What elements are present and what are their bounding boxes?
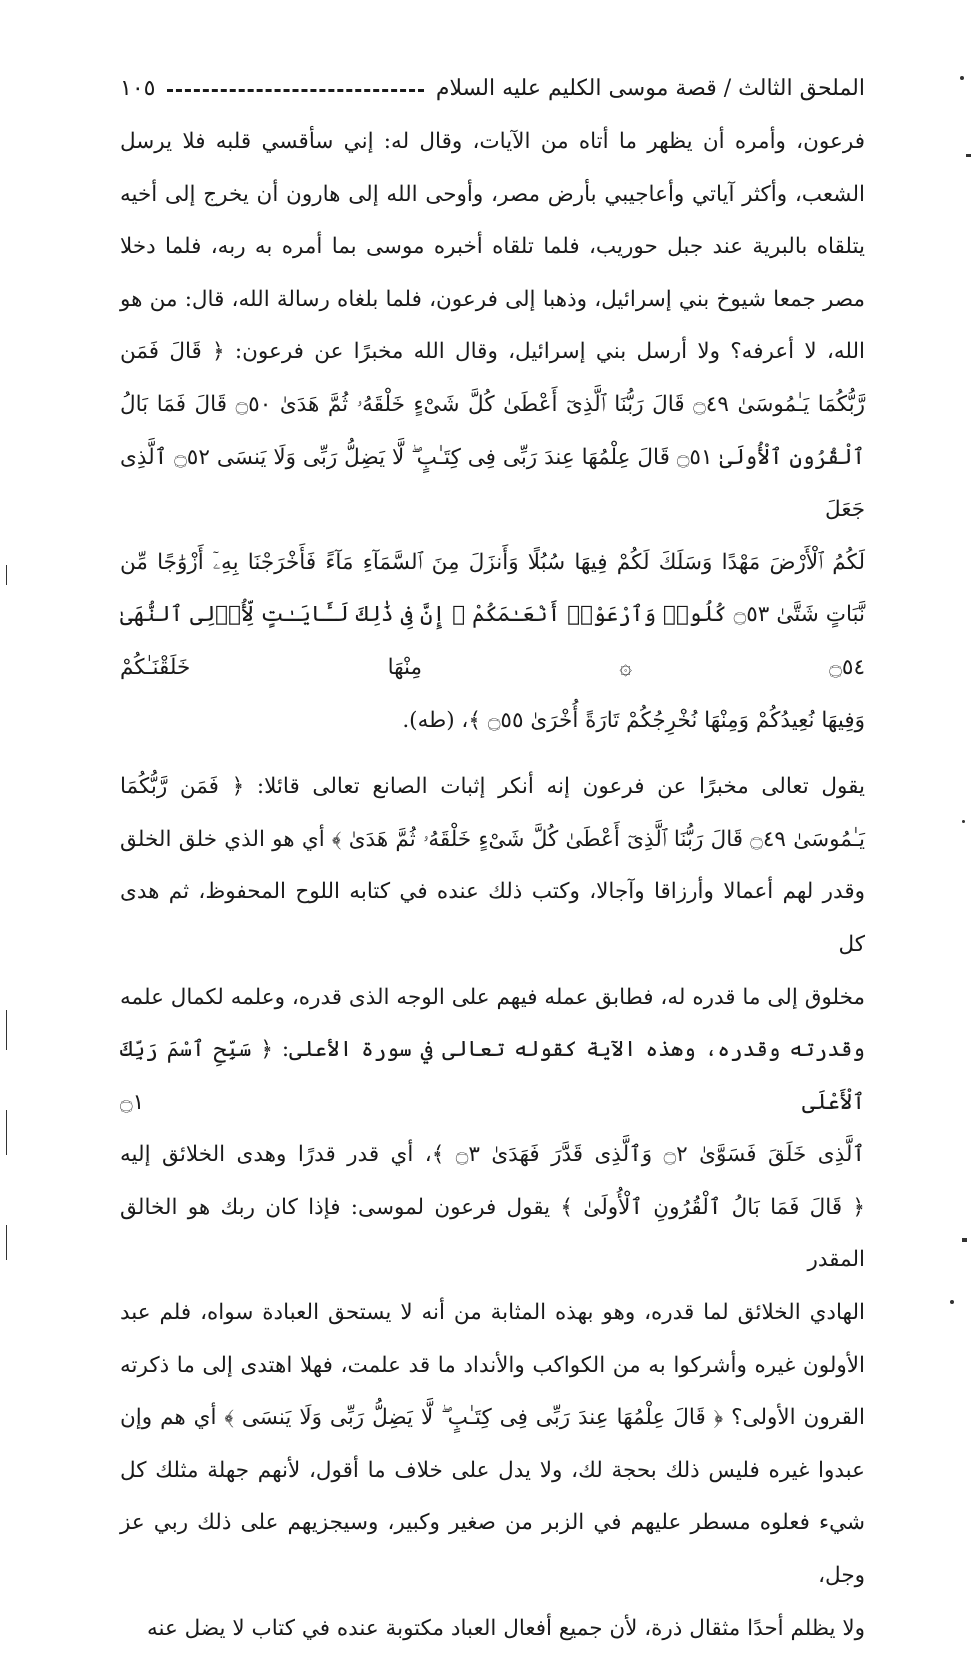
- text-line: فرعون، وأمره أن يظهر ما أتاه من الآيات، وقال له: إني سأقسي قلبه فلا يرسل: [120, 129, 865, 154]
- text-line: وقدر لهم أعمالا وأرزاقا وآجالا، وكتب ذلك عنده في كتابه اللوح المحفوظ، ثم هدى كل: [120, 879, 865, 957]
- text-line: الله، لا أعرفه؟ ولا أرسل بني إسرائيل، وقال الله مخبرًا عن فرعون: ﴿ قَالَ فَمَن: [120, 339, 865, 365]
- paragraph-1: [120, 116, 865, 747]
- running-header: [120, 60, 865, 116]
- text-line: الأولون غيره وأشركوا به من الكواكب والأنداد ما قد علمت، فهلا اهتدى إلى ما ذكرته: [120, 1352, 865, 1378]
- text-line: القرون الأولى؟ ﴿ قَالَ عِلْمُهَا عِندَ رَبِّى فِى كِتَـٰبٍ ۖ لَّا يَضِلُّ رَبِّى وَلَا يَنسَى ﴾ أي هم وإن: [120, 1405, 865, 1431]
- text-line: وقدرته وقدره، وهذه الآية كقوله تعالى في سورة الأعلى: ﴿ سَبِّحِ ٱسْمَ رَبِّكَ ٱلْأَعْلَى ۝١: [120, 1037, 865, 1115]
- text-line: ﴿ قَالَ فَمَا بَالُ ٱلْقُرُونِ ٱلْأُولَىٰ ﴾ يقول فرعون لموسى: فإذا كان ربك هو الخالق المقدر: [120, 1194, 865, 1273]
- page-number: ١٠٥: [120, 75, 156, 101]
- quran-line: نَّبَاتٍ شَتَّىٰ ۝٥٣ كُلُوا۟ وَٱرْعَوْا۟ أَنْعَـٰمَكُمْ ۗ إِنَّ فِى ذَٰلِكَ لَـَٔايَـٰتٍ لِّأُو۟لِى ٱلنُّهَىٰ ۝٥٤ ۞ مِنْهَا خَلَقْنَـٰكُمْ: [120, 602, 865, 680]
- scan-dot: [962, 1238, 967, 1242]
- quran-line: ٱلْقُرُونِ ٱلْأُولَىٰ ۝٥١ قَالَ عِلْمُهَا عِندَ رَبِّى فِى كِتَـٰبٍ ۖ لَّا يَضِلُّ رَبِّى وَلَا يَنسَى ۝٥٢ ٱلَّذِى جَعَلَ: [120, 444, 865, 523]
- text-line: ٱلَّذِى خَلَقَ فَسَوَّىٰ ۝٢ وَٱلَّذِى قَدَّرَ فَهَدَىٰ ۝٣ ﴾، أي قدر قدرًا وهدى الخلائق إليه: [120, 1142, 866, 1168]
- scan-line: [6, 565, 7, 585]
- quran-line: رَّبُّكُمَا يَـٰمُوسَىٰ ۝٤٩ قَالَ رَبُّنَا ٱلَّذِىٓ أَعْطَىٰ كُلَّ شَىْءٍ خَلْقَهُۥ ثُمَّ هَدَىٰ ۝٥٠ قَالَ فَمَا بَالُ: [120, 391, 865, 417]
- scan-line: [6, 1225, 7, 1260]
- text-line: عبدوا غيره فليس ذلك بحجة لك، ولا يدل على خلاف ما أقول، لأنهم جهلة مثلك كل: [120, 1457, 865, 1483]
- paragraph-2: [120, 761, 865, 1655]
- text-line: مخلوق إلى ما قدره له، فطابق عمله فيهم على الوجه الذى قدره، وعلمه لكمال علمه: [120, 984, 865, 1010]
- text-line: يقول تعالى مخبرًا عن فرعون إنه أنكر إثبات الصانع تعالى قائلا: ﴿ فَمَن رَّبُّكُمَا: [120, 774, 865, 800]
- quran-line: وَفِيهَا نُعِيدُكُمْ وَمِنْهَا نُخْرِجُكُمْ تَارَةً أُخْرَىٰ ۝٥٥ ﴾، (طه).: [402, 707, 865, 733]
- scan-dot: [966, 154, 971, 157]
- text-line: شيء فعلوه مسطر عليهم في الزبر من صغير وكبير، وسيجزيهم على ذلك ربي عز وجل،: [120, 1510, 865, 1589]
- scan-dot: [962, 820, 965, 823]
- text-line: الشعب، وأكثر آياتي وأعاجيبي بأرض مصر، وأوحى الله إلى هارون أن يخرج إلى أخيه: [120, 181, 865, 207]
- header-title: الملحق الثالث / قصة موسى الكليم عليه السلام: [435, 75, 865, 101]
- text-line: مصر جمعا شيوخ بني إسرائيل، وذهبا إلى فرعون، فلما بلغاه رسالة الله، قال: من هو: [120, 286, 865, 312]
- text-line: الهادي الخلائق لما قدره، وهو بهذه المثابة من أنه لا يستحق العبادة سواه، فلم عبد: [120, 1300, 865, 1326]
- scan-line: [6, 1110, 7, 1155]
- header-dash-leader: [167, 89, 423, 92]
- quran-line: لَكُمُ ٱلْأَرْضَ مَهْدًا وَسَلَكَ لَكُمْ فِيهَا سُبُلًا وَأَنزَلَ مِنَ ٱلسَّمَآءِ مَآءً فَأَخْرَجْنَا بِهِۦٓ أَزْوَٰجًا مِّن: [120, 549, 865, 575]
- text-line: يَـٰمُوسَىٰ ۝٤٩ قَالَ رَبُّنَا ٱلَّذِىٓ أَعْطَىٰ كُلَّ شَىْءٍ خَلْقَهُۥ ثُمَّ هَدَىٰ ﴾ أي هو الذي خلق الخلق: [120, 826, 865, 852]
- text-line: ولا يظلم أحدًا مثقال ذرة، لأن جميع أفعال العباد مكتوبة عنده في كتاب لا يضل عنه: [146, 1615, 865, 1641]
- text-line: يتلقاه بالبرية عند جبل حوريب، فلما تلقاه أخبره موسى بما أمره به ربه، فلما دخلا: [120, 234, 865, 260]
- scan-dot: [960, 76, 964, 80]
- document-page: [120, 60, 866, 1641]
- scan-dot: [950, 1300, 954, 1304]
- scan-line: [6, 1010, 7, 1050]
